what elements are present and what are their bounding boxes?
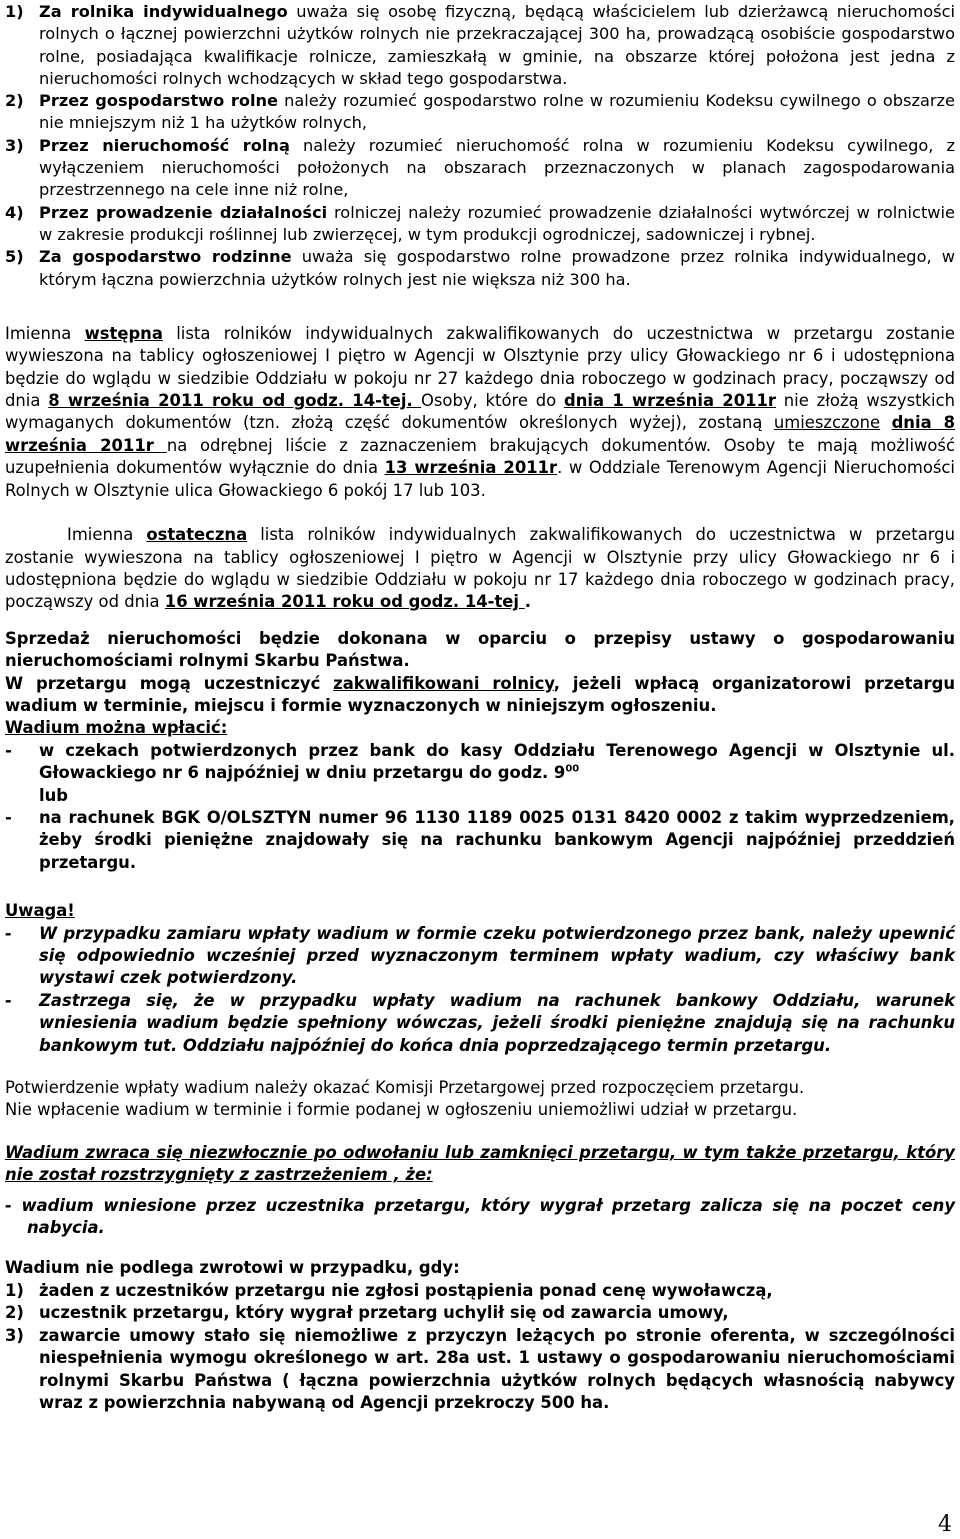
deposit-heading-text: Wadium można wpłacić: bbox=[5, 718, 228, 738]
text-run: zawarcie umowy stało się niemożliwe z przyczyn leżących po stronie oferenta, w szczególności niespełnienia wymogu określonego w art. 28a ust. 1 ustawy o gospodarowaniu nieruchomościami rolnymi Skarbu Państwa ( łączna powierzchnia użytków rolnych będących własnością nabywcy wraz z powierzchnia nabywaną od Agencji przekroczy 500 ha. bbox=[39, 1325, 955, 1412]
return-heading-text: Wadium zwraca się niezwłocznie po odwołaniu lub zamknięci przetargu, w tym także przetargu, który nie został rozstrzygnięty z zastrzeżeniem , że: bbox=[5, 1142, 955, 1185]
date-1-september: dnia 1 września 2011r bbox=[563, 391, 776, 411]
text-run: lista rolników indywidualnych zakwalifikowanych do uczestnictwa w przetargu zostanie wywieszona na tablicy ogłoszeniowej I piętro w Agencji w Olsztynie przy ulicy Głowackiego nr 6 i udostępniona będzie do wglądu w siedzibie Oddziału w pokoju nr 27 każdego dnia roboczego w godzinach pracy, począwszy od dnia bbox=[5, 323, 955, 411]
text-run: żaden z uczestników przetargu nie zgłosi postąpienia ponad cenę wywoławczą, bbox=[39, 1280, 773, 1300]
item-number: 1) bbox=[5, 1280, 24, 1300]
no-deposit-text: Nie wpłacenie wadium w terminie i formie podanej w ogłoszeniu uniemożliwi udział w przetargu. bbox=[5, 1100, 798, 1120]
text-run: Imienna bbox=[67, 525, 147, 545]
definition-1 bbox=[5, 1, 955, 90]
text-run: . w Oddziale Terenowym Agencji Nieruchomości Rolnych w Olsztynie ulica Głowackiego 6 pokój 17 lub 103. bbox=[5, 458, 955, 500]
text-run: W przypadku zamiaru wpłaty wadium w formie czeku potwierdzonego przez bank, należy upewnić się odpowiednio wcześniej przed wyznaczonym terminem wpłaty wadium, czy właściwy bank wystawi czek potwierdzony. bbox=[39, 923, 955, 988]
placed-label: umieszczone bbox=[773, 413, 881, 433]
date-8-september-2: dnia 8 września 2011r bbox=[5, 413, 955, 455]
deposit-or bbox=[5, 785, 955, 807]
final-label: ostateczna bbox=[146, 525, 248, 545]
definitions-list bbox=[5, 0, 955, 291]
preliminary-label: wstępna bbox=[84, 323, 163, 343]
warning-heading bbox=[5, 900, 955, 922]
definition-number: 5) bbox=[5, 247, 24, 267]
definition-number: 1) bbox=[5, 2, 24, 21]
definition-term: Przez prowadzenie działalności bbox=[39, 202, 328, 222]
text-run: na rachunek BGK O/OLSZTYN numer 96 1130 1189 0025 0131 8420 0002 z takim wyprzedzeniem, żeby środki pieniężne znajdowały się na rachunku bankowym Agencji najpóźniej przeddzień przetargu. bbox=[39, 807, 955, 872]
date-13-september: 13 września 2011r bbox=[384, 458, 558, 478]
confirmation-paragraph bbox=[5, 1077, 955, 1122]
definition-number: 2) bbox=[5, 91, 24, 111]
date-8-september: 8 września 2011 roku od godz. 14-tej. bbox=[48, 391, 421, 411]
qualified-farmers: zakwalifikowani rolnicy bbox=[333, 673, 554, 693]
item-number: 3) bbox=[5, 1325, 24, 1345]
return-item-text: - wadium wniesione przez uczestnika przetargu, który wygrał przetarg zalicza się na poczet ceny nabycia. bbox=[5, 1195, 955, 1238]
definition-term: Za rolnika indywidualnego bbox=[39, 2, 288, 21]
superscript: 00 bbox=[565, 763, 580, 775]
return-heading bbox=[5, 1142, 955, 1187]
no-return-heading bbox=[5, 1257, 955, 1279]
deposit-method-transfer bbox=[5, 807, 955, 874]
preliminary-list-paragraph bbox=[5, 323, 955, 502]
dash: - bbox=[5, 923, 12, 943]
no-return-list bbox=[5, 1280, 955, 1414]
sale-text: Sprzedaż nieruchomości będzie dokonana w oparciu o przepisy ustawy o gospodarowaniu nieruchomościami rolnymi Skarbu Państwa. bbox=[5, 628, 955, 671]
eligibility-paragraph bbox=[5, 673, 955, 718]
warning-item-2 bbox=[5, 990, 955, 1057]
no-return-item-3 bbox=[5, 1325, 955, 1415]
definition-4 bbox=[5, 202, 955, 247]
text-run: Imienna bbox=[5, 323, 85, 343]
text-run: na odrębnej liście z zaznaczeniem brakujących dokumentów. Osoby te mają możliwość uzupełnienia dokumentów wyłącznie do dnia bbox=[5, 435, 955, 478]
definition-2 bbox=[5, 90, 955, 135]
definition-term: Przez nieruchomość rolną bbox=[39, 135, 290, 155]
no-return-item-1 bbox=[5, 1280, 955, 1302]
warning-items bbox=[5, 923, 955, 1057]
deposit-methods bbox=[5, 740, 955, 874]
page-number: 4 bbox=[938, 1512, 952, 1537]
confirmation-text: Potwierdzenie wpłaty wadium należy okazać Komisji Przetargowej przed rozpoczęciem przetargu. bbox=[5, 1078, 805, 1098]
final-list-paragraph bbox=[5, 524, 955, 614]
text-run: W przetargu mogą uczestniczyć bbox=[5, 673, 334, 693]
text-run: lista rolników indywidualnych zakwalifikowanych do uczestnictwa w przetargu zostanie wywieszona na tablicy ogłoszeniowej I piętro w Agencji w Olsztynie przy ulicy Głowackiego nr 6 i udostępniona będzie do wglądu w siedzibie Oddziału w pokoju nr 17 każdego dnia roboczego w godzinach pracy, począwszy od dnia bbox=[5, 525, 955, 612]
no-return-item-2 bbox=[5, 1302, 955, 1324]
definition-text: rolniczej należy rozumieć prowadzenie działalności wytwórczej w rolnictwie w zakresie produkcji roślinnej lub zwierzęcej, w tym produkcji ogrodniczej, sadowniczej i rybnej. bbox=[39, 202, 955, 244]
definition-5 bbox=[5, 246, 955, 291]
definition-number: 3) bbox=[5, 135, 24, 155]
dash: - bbox=[5, 990, 12, 1010]
text-run: , jeżeli wpłacą organizatorowi przetargu wadium w terminie, miejscu i formie wyznaczonych w niniejszym ogłoszeniu. bbox=[5, 673, 955, 715]
definition-text: należy rozumieć nieruchomość rolna w rozumieniu Kodeksu cywilnego, z wyłączeniem nieruchomości położonych na obszarach przeznaczonych w planach zagospodarowania przestrzennego na cele inne niż rolne, bbox=[39, 135, 955, 200]
warning-item-1 bbox=[5, 923, 955, 990]
definition-number: 4) bbox=[5, 202, 24, 222]
text-run: Zastrzega się, że w przypadku wpłaty wadium na rachunek bankowy Oddziału, warunek wniesienia wadium będzie spełniony wówczas, jeżeli środki pieniężne znajdują się na rachunku bankowym tut. Oddziału najpóźniej do końca dnia poprzedzającego termin przetargu. bbox=[39, 990, 955, 1055]
text-run: . bbox=[524, 592, 531, 612]
date-16-september: 16 września 2011 roku od godz. 14-tej bbox=[164, 592, 525, 612]
definition-term: Przez gospodarstwo rolne bbox=[39, 91, 279, 111]
text-run: uczestnik przetargu, który wygrał przetarg uchylił się od zawarcia umowy, bbox=[39, 1303, 729, 1323]
dash: - bbox=[5, 807, 12, 827]
text-run bbox=[880, 413, 891, 432]
return-item bbox=[5, 1195, 955, 1240]
warning-heading-text: Uwaga! bbox=[5, 901, 75, 921]
deposit-method-check bbox=[5, 740, 955, 785]
definition-text: uważa się osobę fizyczną, będącą właścicielem lub dzierżawcą nieruchomości rolnych o łącznej powierzchni użytków rolnych nie przekraczającej 300 ha, prowadzącą osobiście gospodarstwo rolne, posiadająca kwalifikacje rolnicze, zamieszkałą w gminie, na obszarze której położona jest jedna z nieruchomości rolnych wchodzących w skład tego gospodarstwa. bbox=[39, 2, 956, 88]
no-return-heading-text: Wadium nie podlega zwrotowi w przypadku, gdy: bbox=[5, 1258, 460, 1278]
item-number: 2) bbox=[5, 1303, 24, 1323]
sale-basis bbox=[5, 628, 955, 673]
document-page bbox=[5, 0, 955, 1414]
definition-text: uważa się gospodarstwo rolne prowadzone przez rolnika indywidualnego, w którym łączna powierzchnia użytków rolnych jest nie większa niż 300 ha. bbox=[39, 247, 956, 289]
deposit-heading bbox=[5, 717, 955, 739]
dash: - bbox=[5, 740, 12, 760]
text-run: w czekach potwierdzonych przez bank do kasy Oddziału Terenowego Agencji w Olsztynie ul. Głowackiego nr 6 najpóźniej w dniu przetargu do godz. 9 bbox=[39, 740, 955, 783]
definition-3 bbox=[5, 135, 955, 202]
definition-text: należy rozumieć gospodarstwo rolne w rozumieniu Kodeksu cywilnego o obszarze nie mniejszym niż 1 ha użytków rolnych, bbox=[39, 91, 955, 133]
text-run: Osoby, które do bbox=[420, 391, 564, 411]
text-run: lub bbox=[39, 785, 69, 805]
text-run: nie złożą wszystkich wymaganych dokumentów (tzn. złożą część dokumentów określonych wyżej), zostaną bbox=[5, 391, 955, 433]
definition-term: Za gospodarstwo rodzinne bbox=[39, 247, 292, 267]
